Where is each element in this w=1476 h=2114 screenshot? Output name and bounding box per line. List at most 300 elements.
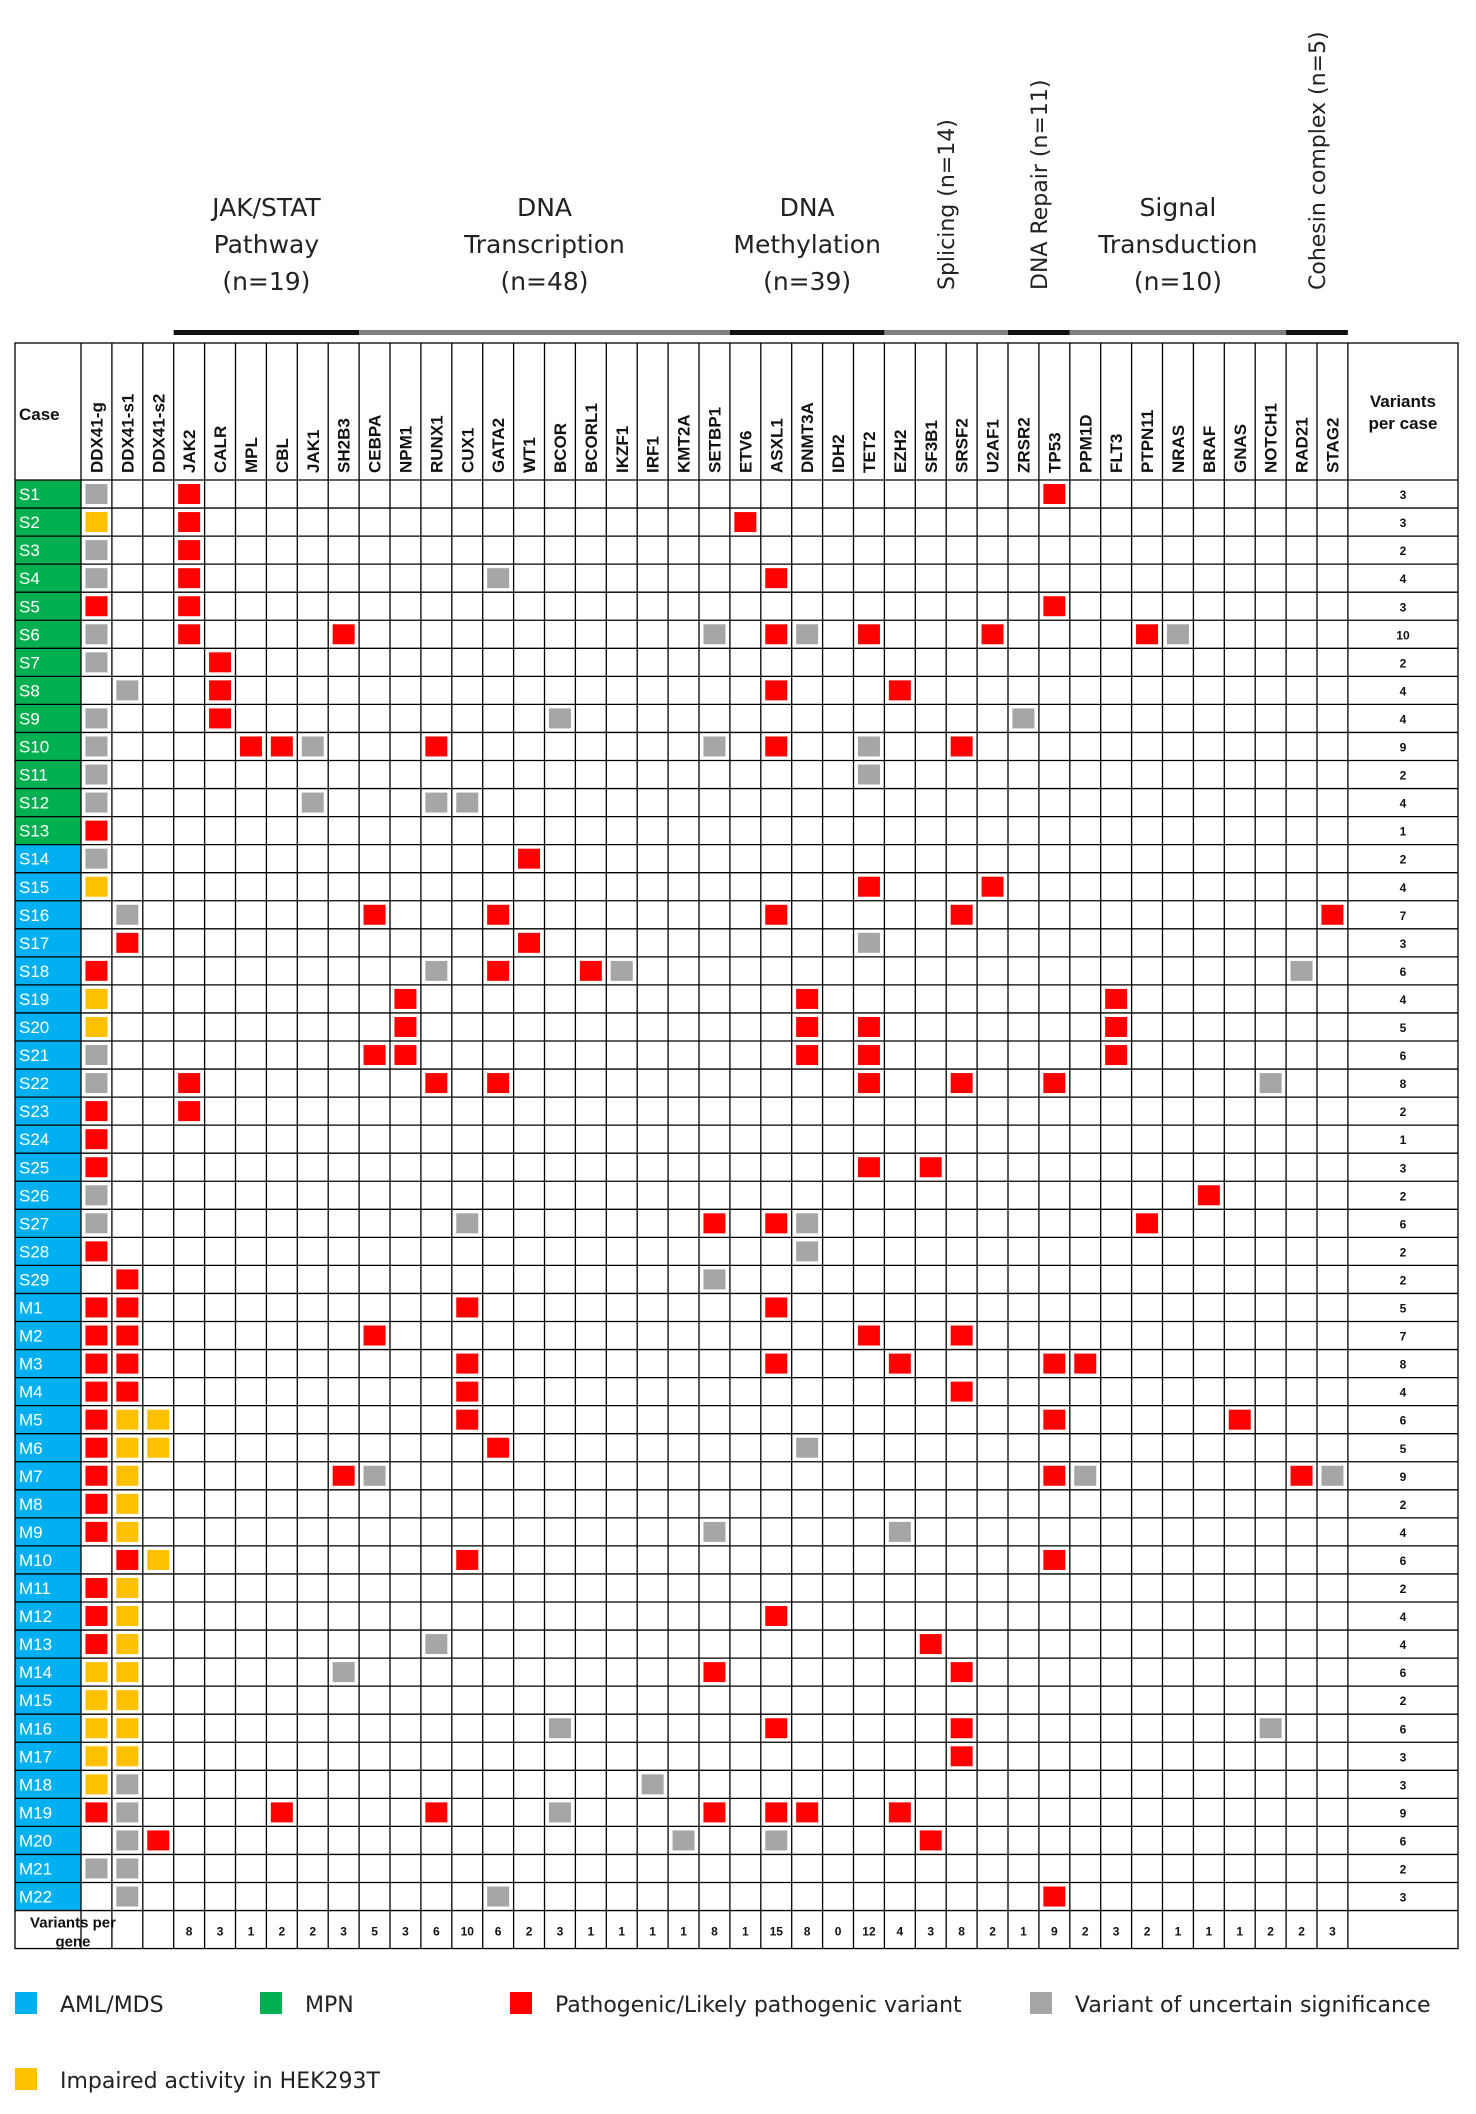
variant-mark [1291,961,1313,981]
variants-per-gene: 8 [803,1924,811,1939]
variant-mark [951,1326,973,1346]
variant-mark [456,1550,478,1570]
variants-per-case: 4 [1399,712,1407,727]
variant-mark [302,736,324,756]
variant-mark [85,568,107,588]
variant-mark [734,512,756,532]
case-label: S3 [19,541,40,561]
variants-per-gene: 2 [989,1924,996,1939]
variant-mark [487,1073,509,1093]
variant-mark [858,736,880,756]
case-label: S8 [19,681,40,701]
variant-mark [116,1887,138,1907]
variants-per-case: 6 [1399,1413,1407,1428]
variant-mark [703,736,725,756]
case-label: S17 [19,933,50,953]
gene-label: BCORL1 [581,403,601,473]
variant-mark [85,652,107,672]
legend [15,1992,1431,2094]
group-label: Transduction [1098,230,1258,259]
variant-mark [178,624,200,644]
variants-per-gene: 8 [958,1924,965,1939]
case-label: M13 [19,1635,53,1655]
variant-mark [178,1101,200,1121]
variant-mark [765,1606,787,1626]
group-label: Transcription [464,230,625,259]
variants-per-gene: 8 [185,1924,193,1939]
variants-per-case: 4 [1399,1525,1407,1540]
gene-label: BRAF [1199,425,1219,473]
variants-per-gene: 2 [1267,1924,1274,1939]
gene-label: U2AF1 [983,419,1003,473]
case-label: S12 [19,793,50,813]
variant-mark [116,1802,138,1822]
variant-mark [951,1746,973,1766]
variant-mark [85,1017,107,1037]
variants-per-case: 2 [1399,1862,1407,1877]
variants-per-case: 3 [1399,936,1407,951]
variant-mark [796,1017,818,1037]
variants-per-case: 4 [1399,992,1407,1007]
variant-mark [116,1297,138,1317]
variants-per-gene-label: Variants per [30,1914,116,1932]
variant-mark [1043,1354,1065,1374]
gene-label: FLT3 [1107,433,1127,473]
variant-mark [1012,708,1034,728]
variants-per-gene: 1 [742,1924,749,1939]
variant-mark [85,1354,107,1374]
variant-mark [920,1830,942,1850]
variant-mark [85,877,107,897]
variants-per-gene: 4 [896,1924,904,1939]
variant-mark [85,1466,107,1486]
variant-mark [549,1718,571,1738]
gene-label: SETBP1 [705,406,725,473]
variant-mark [889,1802,911,1822]
group-bar [884,330,1008,335]
variant-mark [85,1802,107,1822]
variants-per-case: 1 [1399,824,1407,839]
variant-mark [796,989,818,1009]
gene-label: NRAS [1168,424,1188,473]
variant-mark [116,1494,138,1514]
variant-mark [920,1157,942,1177]
group-bar [359,330,730,335]
variant-mark [1043,484,1065,504]
variant-mark [1043,1410,1065,1430]
variants-per-case: 4 [1399,880,1407,895]
case-label: S15 [19,877,50,897]
case-label: S10 [19,737,50,757]
variant-mark [85,540,107,560]
gene-label: SH2B3 [334,418,354,473]
variant-mark [858,765,880,785]
variant-mark [85,624,107,644]
variant-mark [796,1045,818,1065]
variants-per-case: 8 [1399,1357,1407,1372]
variants-per-case: 2 [1399,1582,1407,1596]
gene-label: DDX41-s1 [118,393,138,473]
variant-mark [1260,1073,1282,1093]
variants-per-case: 4 [1399,1385,1407,1400]
variants-per-case: 6 [1399,964,1407,979]
variant-mark [209,652,231,672]
gene-label: IDH2 [829,434,849,473]
case-label: S2 [19,513,40,533]
gene-label: BCOR [550,422,570,473]
case-label: M8 [19,1494,43,1514]
variants-per-gene: 1 [618,1924,626,1939]
variants-per-case: 6 [1399,1666,1407,1681]
legend-label: MPN [305,1993,354,2018]
variants-per-gene: 12 [862,1924,876,1939]
variant-mark [116,1326,138,1346]
variant-mark [85,849,107,869]
variants-per-gene: 15 [769,1924,783,1939]
variant-mark [147,1830,169,1850]
variants-per-case: 9 [1399,1806,1407,1821]
variant-mark [116,1830,138,1850]
variants-per-case: 2 [1399,1694,1407,1709]
case-label: M10 [19,1550,53,1570]
variants-per-case: 3 [1399,516,1407,531]
group-label: Signal [1139,193,1217,222]
variant-mark [518,849,540,869]
variant-mark [394,1045,416,1065]
variants-per-case: 6 [1399,1049,1407,1064]
variants-per-case-header: per case [1368,414,1438,433]
variant-mark [580,961,602,981]
variant-mark [394,1017,416,1037]
variants-per-gene: 1 [587,1924,595,1939]
case-header: Case [19,405,60,424]
variants-per-case: 6 [1399,1834,1407,1849]
group-bar [174,330,359,335]
variant-mark [765,1718,787,1738]
variant-mark [796,1802,818,1822]
variants-per-case: 8 [1399,1077,1407,1092]
case-label: M18 [19,1775,53,1795]
case-label: M1 [19,1298,43,1318]
variants-per-gene: 3 [216,1924,224,1939]
variant-mark [642,1774,664,1794]
case-label: S13 [19,821,50,841]
case-label: M19 [19,1803,53,1823]
variant-mark [364,1045,386,1065]
variant-mark [209,708,231,728]
variant-mark [425,793,447,813]
variants-per-gene: 2 [1143,1924,1151,1939]
gene-label: DDX41-g [87,402,107,473]
case-label: S21 [19,1046,50,1066]
variant-mark [765,1354,787,1374]
case-label: M20 [19,1831,53,1851]
variant-mark [178,1073,200,1093]
group-label: DNA [779,193,835,222]
case-label: M11 [19,1579,51,1598]
variant-mark [456,1410,478,1430]
variant-mark [116,680,138,700]
variant-mark [703,1522,725,1542]
variants-per-case: 3 [1399,488,1407,503]
variants-per-case: 2 [1399,1273,1407,1288]
variant-mark [364,1326,386,1346]
variants-per-case: 5 [1399,1021,1407,1035]
variant-mark [1074,1354,1096,1374]
gene-label: RAD21 [1292,417,1312,473]
gene-group-headers [174,31,1348,335]
variant-mark [858,624,880,644]
group-label: Methylation [733,230,881,259]
variant-mark [765,905,787,925]
variant-mark [1260,1718,1282,1738]
variant-mark [951,1073,973,1093]
variant-mark [116,905,138,925]
variants-per-case: 3 [1399,600,1407,615]
variant-mark [982,624,1004,644]
variant-mark [765,568,787,588]
case-label: M16 [19,1719,53,1739]
variant-mark [85,793,107,813]
grid-lines [15,343,1458,1949]
variant-mark [765,1830,787,1850]
variant-mark [951,736,973,756]
variant-mark [85,1746,107,1766]
variant-mark [1167,624,1189,644]
variant-mark [85,1774,107,1794]
variant-mark [1043,596,1065,616]
variant-mark [116,1606,138,1626]
gene-label: JAK1 [303,429,323,473]
variant-mark [116,1382,138,1402]
variants-per-gene: 2 [525,1924,533,1939]
variant-mark [858,1017,880,1037]
gene-label: TP53 [1045,432,1065,473]
variant-mark [178,540,200,560]
variant-mark [456,1297,478,1317]
variant-mark [1043,1073,1065,1093]
variant-mark [920,1634,942,1654]
group-label: Cohesin complex (n=5) [1306,31,1331,290]
variants-per-case: 4 [1399,1638,1407,1653]
gene-label: GNAS [1230,423,1250,473]
variants-per-case: 4 [1399,684,1407,699]
variant-mark [765,1297,787,1317]
variant-mark [85,1718,107,1738]
gene-label: JAK2 [180,429,200,473]
variant-mark [85,821,107,841]
variant-mark [518,933,540,953]
variant-mark [85,1157,107,1177]
variant-mark [85,1858,107,1878]
variant-mark [116,1774,138,1794]
legend-label: AML/MDS [60,1993,164,2018]
variants-per-gene: 2 [1081,1924,1089,1939]
variant-mark [85,1241,107,1261]
variant-mark [85,1213,107,1233]
variant-mark [116,933,138,953]
gene-label: PPM1D [1076,414,1096,473]
variants-per-gene: 1 [1174,1924,1182,1939]
variant-mark [85,512,107,532]
variant-mark [85,1073,107,1093]
gene-label: EZH2 [890,429,910,473]
case-label: S29 [19,1270,50,1290]
variant-mark [858,1157,880,1177]
legend-swatch [1030,1992,1052,2014]
variant-mark [487,568,509,588]
variant-mark [1321,905,1343,925]
variants-per-gene: 8 [711,1924,718,1939]
legend-label: Pathogenic/Likely pathogenic variant [555,1993,962,2018]
variant-mark [1321,1466,1343,1486]
group-label: (n=48) [500,267,589,296]
case-label: S24 [19,1130,50,1150]
variant-mark [116,1522,138,1542]
variant-mark [456,793,478,813]
variant-mark [765,624,787,644]
variant-mark [549,708,571,728]
variants-per-case: 9 [1399,1469,1407,1484]
variants-per-gene: 3 [340,1924,347,1939]
case-label: S9 [19,709,40,729]
variant-mark [116,1634,138,1654]
variant-mark [85,1101,107,1121]
variants-per-gene: 1 [1205,1924,1213,1939]
case-label: M5 [19,1410,43,1430]
variant-mark [116,1466,138,1486]
group-label: (n=39) [763,267,852,296]
variants-per-gene: 5 [371,1924,378,1939]
variants-per-case: 6 [1399,1217,1407,1232]
variant-mark [1074,1466,1096,1486]
case-label: M4 [19,1382,43,1402]
variant-mark [178,484,200,504]
variant-mark [116,1746,138,1766]
variant-mark [611,961,633,981]
case-label: S6 [19,625,40,645]
case-label: S28 [19,1242,50,1262]
variants-per-gene: 1 [1020,1924,1027,1939]
variant-mark [487,905,509,925]
variant-mark [271,736,293,756]
gene-label: DNMT3A [798,402,818,473]
variant-mark [147,1550,169,1570]
gene-label: PTPN11 [1138,409,1158,473]
variant-mark [425,1073,447,1093]
variant-mark [703,1269,725,1289]
legend-swatch [15,1992,37,2014]
variant-mark [487,1887,509,1907]
case-label: M22 [19,1887,53,1907]
variants-per-case: 9 [1399,740,1407,755]
gene-label: KMT2A [674,414,694,473]
variant-mark [85,736,107,756]
case-label: S16 [19,905,50,925]
variants-per-case: 4 [1399,572,1407,587]
gene-label: NOTCH1 [1261,403,1281,473]
variant-mark [85,1606,107,1626]
variant-mark [1043,1887,1065,1907]
variant-mark [1105,1045,1127,1065]
gene-label: ZRSR2 [1014,417,1034,473]
variant-mark [796,624,818,644]
variant-mark [116,1690,138,1710]
variant-mark [951,1718,973,1738]
variant-mark [271,1802,293,1822]
variant-mark [765,736,787,756]
variants-per-gene: 6 [433,1924,440,1939]
variant-mark [858,877,880,897]
variant-mark [147,1438,169,1458]
variants-per-gene: 6 [494,1924,502,1939]
variant-mark [85,1578,107,1598]
variants-per-gene: 1 [1236,1924,1244,1939]
variant-mark [425,736,447,756]
variant-mark [178,596,200,616]
variant-mark [1136,624,1158,644]
group-label: Splicing (n=14) [935,119,961,290]
variant-mark [85,1662,107,1682]
legend-swatch [260,1992,282,2014]
variants-per-case: 2 [1399,1105,1407,1120]
group-label: JAK/STAT [212,193,321,222]
case-label: M3 [19,1354,43,1374]
case-label: S7 [19,653,40,673]
variant-mark [209,680,231,700]
variant-mark [116,1269,138,1289]
variant-mark [116,1550,138,1570]
case-label: M15 [19,1691,53,1711]
variants-per-gene: 2 [278,1924,286,1939]
case-label: M14 [19,1663,53,1683]
variant-mark [703,624,725,644]
variants-per-case: 2 [1399,656,1407,671]
variant-mark [85,1410,107,1430]
gene-label: WT1 [520,437,540,473]
gene-label: CALR [211,425,231,473]
case-label: S19 [19,989,50,1009]
variant-mark [796,1213,818,1233]
variant-mark [982,877,1004,897]
variant-mark [1105,989,1127,1009]
variant-mark [85,961,107,981]
case-label: S11 [19,765,48,785]
case-label: S14 [19,849,50,869]
table-border [15,343,1458,1949]
variant-mark [1291,1466,1313,1486]
case-label: M17 [19,1747,53,1767]
variant-mark [951,1382,973,1402]
variants-per-case: 7 [1399,1329,1407,1344]
gene-label: NPM1 [396,425,416,473]
variant-mark [765,1213,787,1233]
variants-per-case: 2 [1399,1189,1407,1204]
variant-mark [85,989,107,1009]
variant-mark [456,1354,478,1374]
case-label: M12 [19,1607,53,1627]
gene-label: CBL [272,438,292,473]
case-label: S23 [19,1102,50,1122]
legend-label: Impaired activity in HEK293T [60,2069,380,2094]
variant-mark [116,1410,138,1430]
gene-label: MPL [241,437,261,473]
case-label: S27 [19,1214,50,1234]
variants-per-case: 7 [1399,908,1407,923]
variant-mark [85,1326,107,1346]
variant-mark [364,905,386,925]
variant-mark [85,1634,107,1654]
